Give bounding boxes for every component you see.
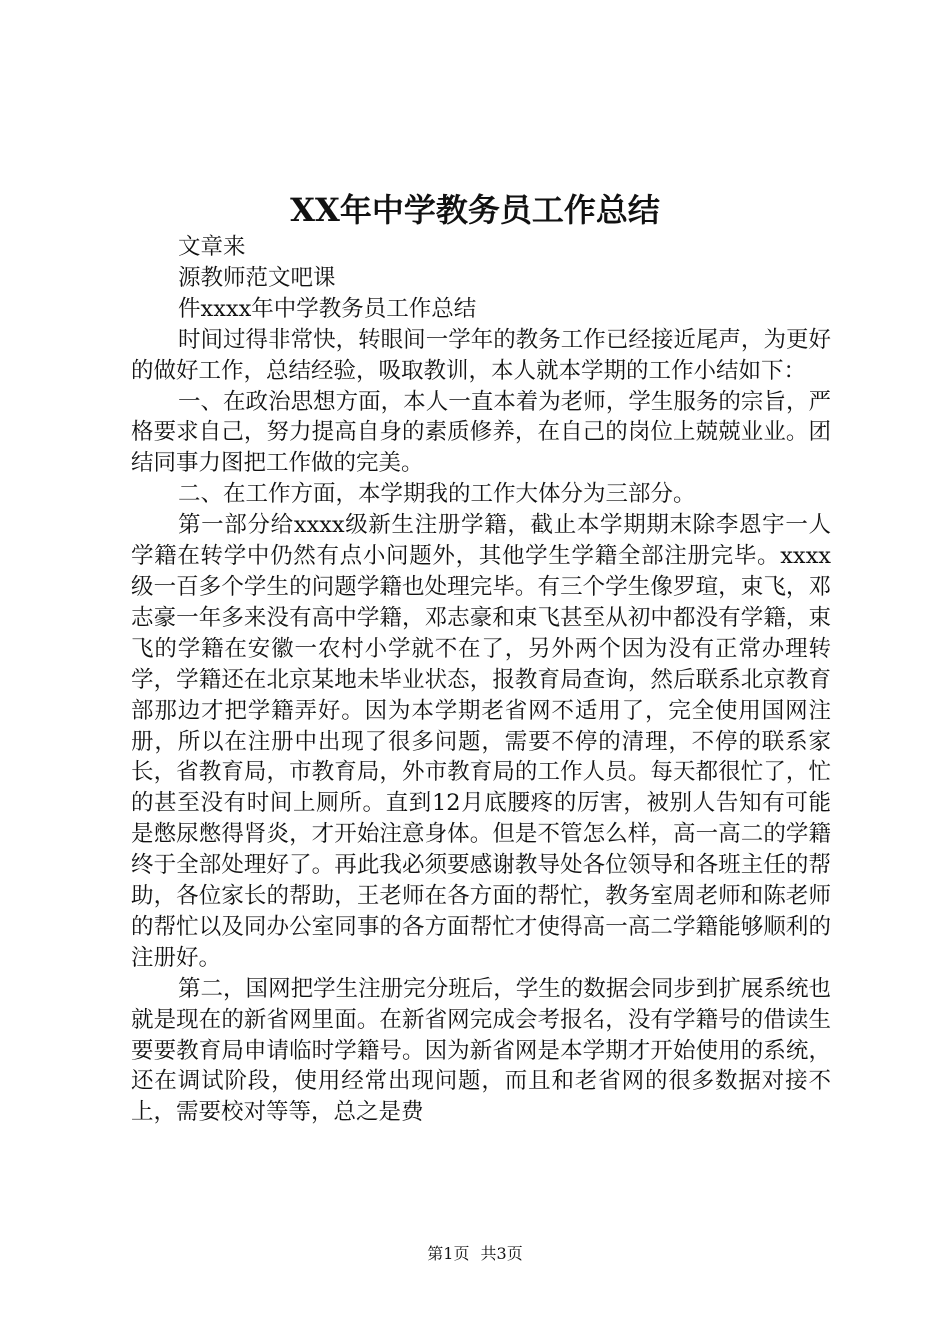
page-footer <box>0 1242 950 1266</box>
paragraph: 源教师范文吧课 <box>178 264 336 291</box>
paragraph: 文章来 <box>178 234 246 260</box>
page-number: 第1页 <box>427 1244 470 1263</box>
document-body <box>131 232 831 1128</box>
paragraph: 件xxxx年中学教务员工作总结 <box>178 295 477 322</box>
paragraph: 二、在工作方面，本学期我的工作大体分为三部分。 <box>178 481 696 508</box>
document-title: XX年中学教务员工作总结 <box>290 191 660 229</box>
page-total: 共3页 <box>480 1244 523 1263</box>
paragraph: 第二，国网把学生注册完分班后，学生的数据会同步到扩展系统也就是现在的新省网里面。在新省网完成会考报名，没有学籍号的借读生要要教育局申请临时学籍号。因为新省网是本学期才开始使用的系统，还在调试阶段，使用经常出现问题，而且和老省网的很多数据对接不上，需要校对等等，总之是费 <box>131 975 831 1126</box>
paragraph: 一、在政治思想方面，本人一直本着为老师，学生服务的宗旨，严格要求自己，努力提高自身的素质修养，在自己的岗位上兢兢业业。团结同事力图把工作做的完美。 <box>131 388 831 477</box>
paragraph: 第一部分给xxxx级新生注册学籍，截止本学期期末除李恩宇一人学籍在转学中仍然有点小问题外，其他学生学籍全部注册完毕。xxxx级一百多个学生的问题学籍也处理完毕。有三个学生像罗瑄，束飞，邓志豪一年多来没有高中学籍，邓志豪和束飞甚至从初中都没有学籍，束飞的学籍在安徽一农村小学就不在了，另外两个因为没有正常办理转学，学籍还在北京某地未毕业状态，报教育局查询，然后联系北京教育部那边才把学籍弄好。因为本学期老省网不适用了，完全使用国网注册，所以在注册中出现了很多问题，需要不停的清理，不停的联系家长，省教育局，市教育局，外市教育局的工作人员。每天都很忙了，忙的甚至没有时间上厕所。直到12月底腰疼的厉害，被别人告知有可能是憋尿憋得肾炎，才开始注意身体。但是不管怎么样，高一高二的学籍终于全部处理好了。再此我必须要感谢教导处各位领导和各班主任的帮助，各位家长的帮助，王老师在各方面的帮忙，教务室周老师和陈老师的帮忙以及同办公室同事的各方面帮忙才使得高一高二学籍能够顺利的注册好。 <box>131 512 831 971</box>
paragraph: 时间过得非常快，转眼间一学年的教务工作已经接近尾声，为更好的做好工作，总结经验，吸取教训，本人就本学期的工作小结如下： <box>131 326 831 384</box>
